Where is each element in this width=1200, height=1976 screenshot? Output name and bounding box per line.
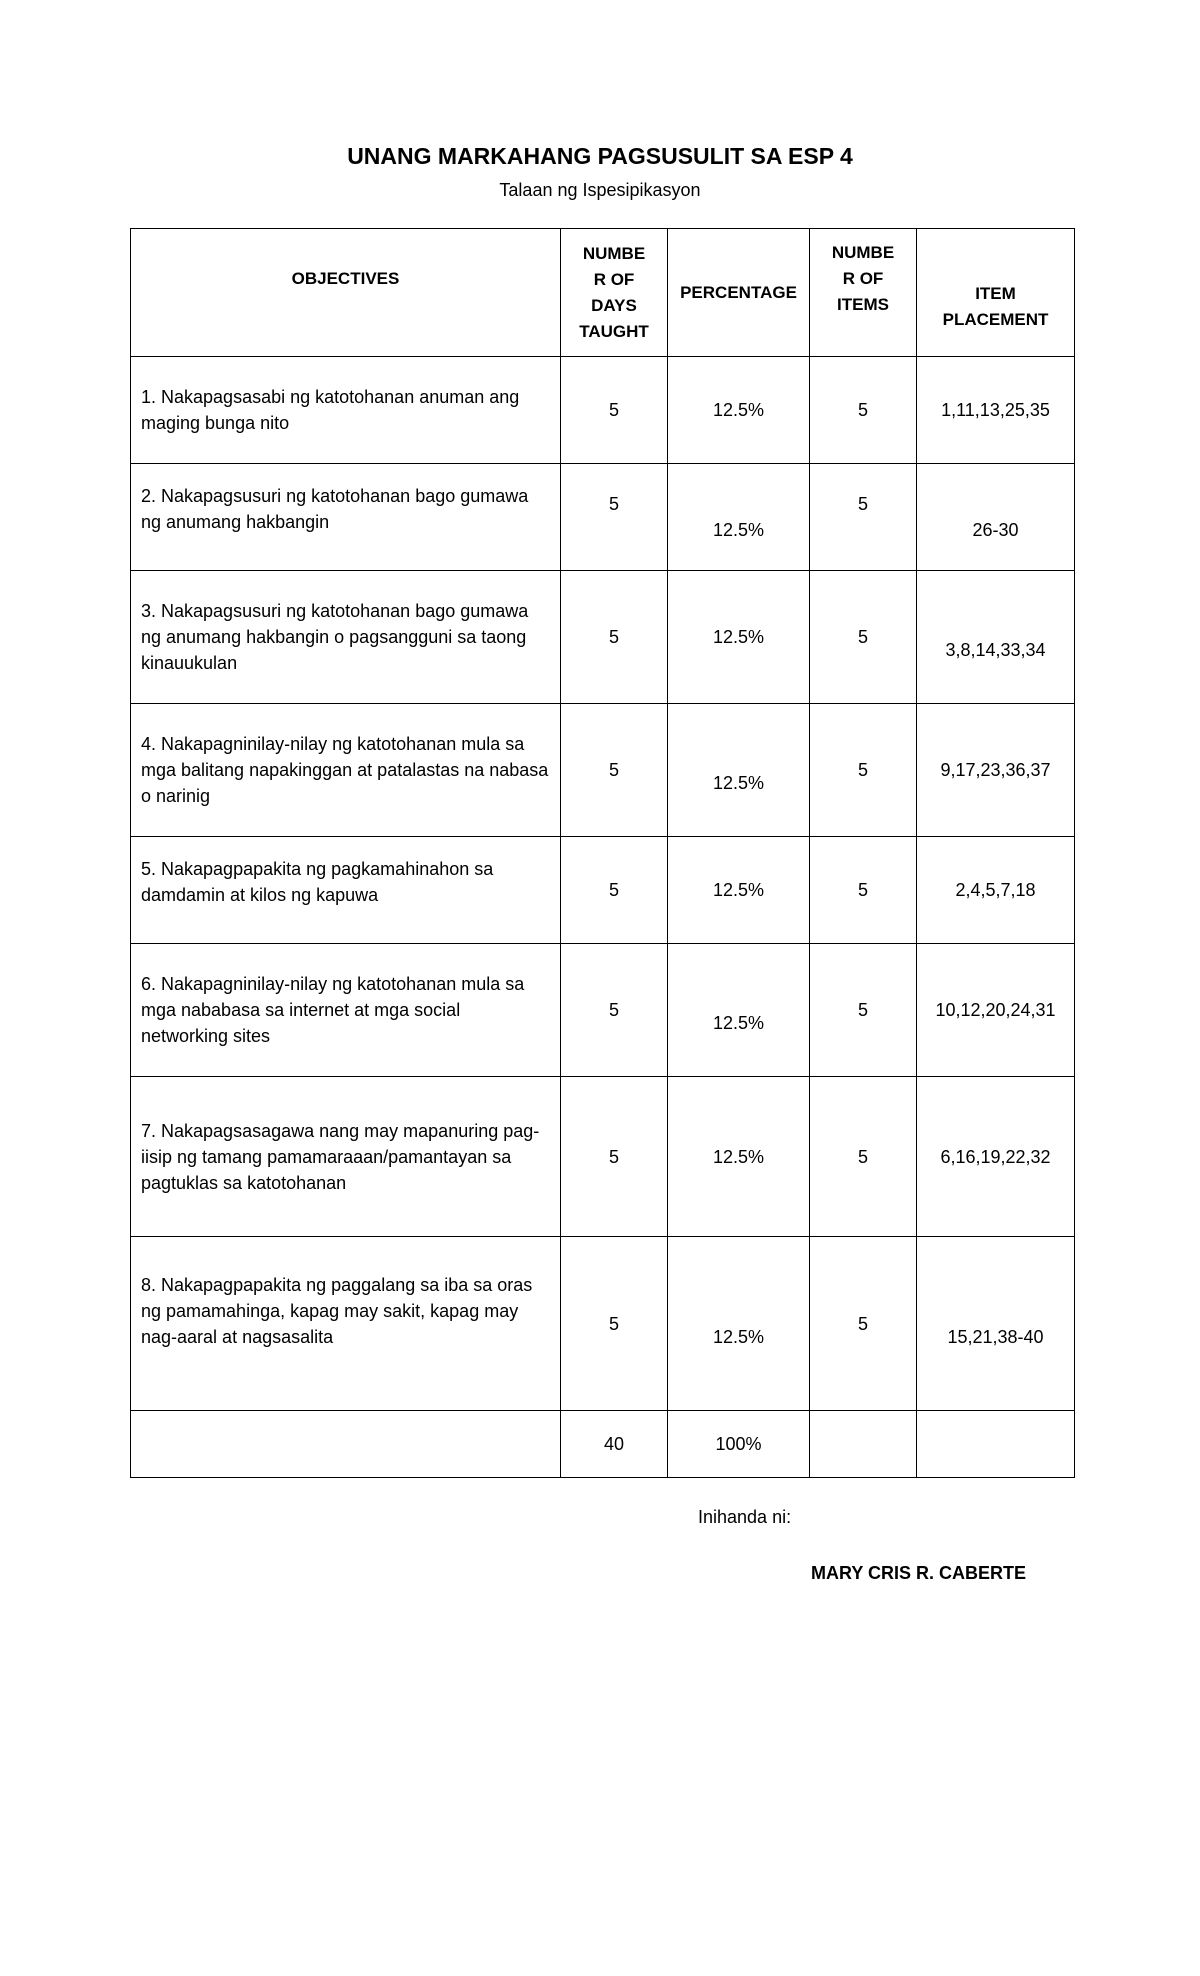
objective-cell: 2. Nakapagsusuri ng katotohanan bago gumawa ng anumang hakbangin: [131, 464, 561, 571]
table-row: [131, 571, 1075, 704]
table-row: [131, 1077, 1075, 1237]
placement-cell: 10,12,20,24,31: [917, 944, 1075, 1077]
table-row: [131, 357, 1075, 464]
placement-cell: 1,11,13,25,35: [917, 357, 1075, 464]
specification-table: [130, 228, 1075, 1478]
header-placement: ITEM PLACEMENT: [917, 229, 1075, 357]
placement-cell: 3,8,14,33,34: [917, 571, 1075, 704]
days-taught-cell: 5: [561, 704, 668, 837]
placement-cell: 2,4,5,7,18: [917, 837, 1075, 944]
percentage-cell: 12.5%: [668, 571, 810, 704]
total-percentage-cell: 100%: [668, 1411, 810, 1478]
objective-cell: 6. Nakapagninilay-nilay ng katotohanan mula sa mga nababasa sa internet at mga social networking sites: [131, 944, 561, 1077]
items-cell: 5: [810, 1237, 917, 1411]
total-placement-cell: [917, 1411, 1075, 1478]
prepared-by-label: Inihanda ni:: [698, 1507, 792, 1527]
placement-cell: 9,17,23,36,37: [917, 704, 1075, 837]
table-header-row: [131, 229, 1075, 357]
header-days-taught: NUMBE R OF DAYS TAUGHT: [561, 229, 668, 357]
percentage-cell: 12.5%: [668, 704, 810, 837]
percentage-cell: 12.5%: [668, 464, 810, 571]
items-cell: 5: [810, 1077, 917, 1237]
days-taught-cell: 5: [561, 464, 668, 571]
document-title: UNANG MARKAHANG PAGSUSULIT SA ESP 4: [347, 143, 853, 169]
objective-cell: 5. Nakapagpapakita ng pagkamahinahon sa damdamin at kilos ng kapuwa: [131, 837, 561, 944]
days-taught-cell: 5: [561, 944, 668, 1077]
days-taught-cell: 5: [561, 357, 668, 464]
totals-objective-cell: [131, 1411, 561, 1478]
percentage-cell: 12.5%: [668, 1237, 810, 1411]
percentage-cell: 12.5%: [668, 357, 810, 464]
items-cell: 5: [810, 571, 917, 704]
days-taught-cell: 5: [561, 571, 668, 704]
header-objectives: OBJECTIVES: [131, 229, 561, 357]
placement-cell: 6,16,19,22,32: [917, 1077, 1075, 1237]
items-cell: 5: [810, 464, 917, 571]
signatory-name: MARY CRIS R. CABERTE: [811, 1563, 1027, 1583]
days-taught-cell: 5: [561, 1237, 668, 1411]
items-cell: 5: [810, 704, 917, 837]
objective-cell: 8. Nakapagpapakita ng paggalang sa iba sa oras ng pamamahinga, kapag may sakit, kapag may nag-aaral at nagsasalita: [131, 1237, 561, 1411]
placement-cell: 15,21,38-40: [917, 1237, 1075, 1411]
table-row: [131, 464, 1075, 571]
table-row: [131, 837, 1075, 944]
total-days-cell: 40: [561, 1411, 668, 1478]
document-subtitle: Talaan ng Ispesipikasyon: [499, 180, 701, 200]
items-cell: 5: [810, 944, 917, 1077]
objective-cell: 1. Nakapagsasabi ng katotohanan anuman ang maging bunga nito: [131, 357, 561, 464]
totals-row: [131, 1411, 1075, 1478]
items-cell: 5: [810, 357, 917, 464]
placement-cell: 26-30: [917, 464, 1075, 571]
table-row: [131, 944, 1075, 1077]
header-percentage: PERCENTAGE: [668, 229, 810, 357]
days-taught-cell: 5: [561, 1077, 668, 1237]
header-items: NUMBE R OF ITEMS: [810, 229, 917, 357]
percentage-cell: 12.5%: [668, 837, 810, 944]
days-taught-cell: 5: [561, 837, 668, 944]
items-cell: 5: [810, 837, 917, 944]
percentage-cell: 12.5%: [668, 1077, 810, 1237]
objective-cell: 7. Nakapagsasagawa nang may mapanuring pag-iisip ng tamang pamamaraaan/pamantayan sa pagtuklas sa katotohanan: [131, 1077, 561, 1237]
objective-cell: 3. Nakapagsusuri ng katotohanan bago gumawa ng anumang hakbangin o pagsangguni sa taong kinauukulan: [131, 571, 561, 704]
total-items-cell: [810, 1411, 917, 1478]
table-row: [131, 1237, 1075, 1411]
objective-cell: 4. Nakapagninilay-nilay ng katotohanan mula sa mga balitang napakinggan at patalastas na nabasa o narinig: [131, 704, 561, 837]
percentage-cell: 12.5%: [668, 944, 810, 1077]
table-row: [131, 704, 1075, 837]
